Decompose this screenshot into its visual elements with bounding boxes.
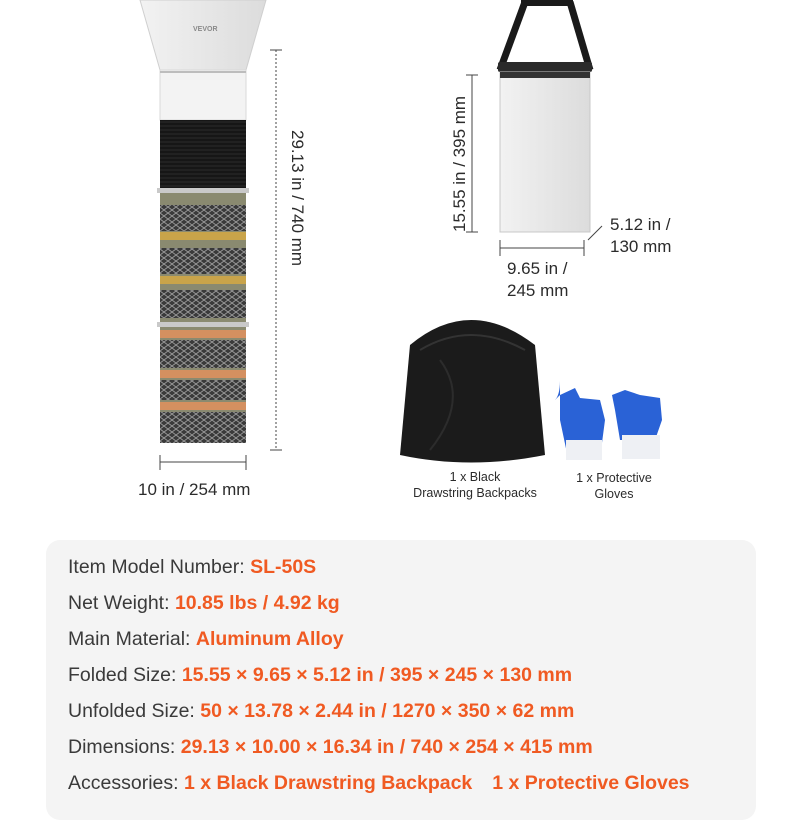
spec-value: 15.55 × 9.65 × 5.12 in / 395 × 245 × 130 mm — [181, 664, 573, 686]
brand-logo: VEVOR — [193, 26, 218, 33]
spec-row-weight — [68, 592, 340, 615]
folded-width-line-1: 9.65 in / — [507, 259, 568, 278]
spec-label: Folded Size: — [68, 664, 182, 686]
folded-depth-line-2: 130 mm — [610, 237, 672, 256]
folded-depth-line-1: 5.12 in / — [610, 215, 671, 234]
gloves-caption-line-2: Gloves — [594, 487, 634, 501]
spec-row-accessories — [68, 772, 690, 795]
spec-row-material — [68, 628, 344, 651]
spec-label: Item Model Number: — [68, 556, 251, 578]
unfolded-height-label: 29.13 in / 740 mm — [288, 130, 307, 267]
spec-label: Main Material: — [68, 628, 196, 650]
unfolded-width-label: 10 in / 254 mm — [138, 480, 251, 499]
spec-value: 29.13 × 10.00 × 16.34 in / 740 × 254 × 415 mm — [180, 736, 593, 758]
backpack-caption-line-2: Drawstring Backpacks — [413, 486, 537, 500]
spec-row-folded-size — [68, 664, 572, 687]
folded-width-line-2: 245 mm — [507, 281, 569, 300]
gloves-caption — [554, 470, 674, 502]
spec-value: 10.85 lbs / 4.92 kg — [174, 592, 340, 614]
folded-depth-label — [610, 214, 671, 258]
spec-label: Dimensions: — [68, 736, 181, 758]
backpack-caption — [395, 469, 555, 501]
spec-card — [46, 540, 756, 820]
spec-value: 1 x Black Drawstring Backpack — [183, 772, 473, 794]
spec-row-model — [68, 556, 316, 579]
gloves-caption-line-1: 1 x Protective — [576, 471, 652, 485]
spec-value: Aluminum Alloy — [195, 628, 344, 650]
spec-label: Unfolded Size: — [68, 700, 201, 722]
spec-label: Net Weight: — [68, 592, 175, 614]
spec-row-unfolded-size — [68, 700, 574, 723]
spec-label: Accessories: — [68, 772, 184, 794]
folded-width-label — [507, 258, 568, 302]
folded-height-label: 15.55 in / 395 mm — [450, 95, 469, 232]
spec-value: 50 × 13.78 × 2.44 in / 1270 × 350 × 62 mm — [200, 700, 575, 722]
backpack-caption-line-1: 1 x Black — [449, 470, 501, 484]
spec-row-dimensions — [68, 736, 593, 759]
spec-value: SL-50S — [250, 556, 317, 578]
spec-value: 1 x Protective Gloves — [492, 772, 690, 794]
